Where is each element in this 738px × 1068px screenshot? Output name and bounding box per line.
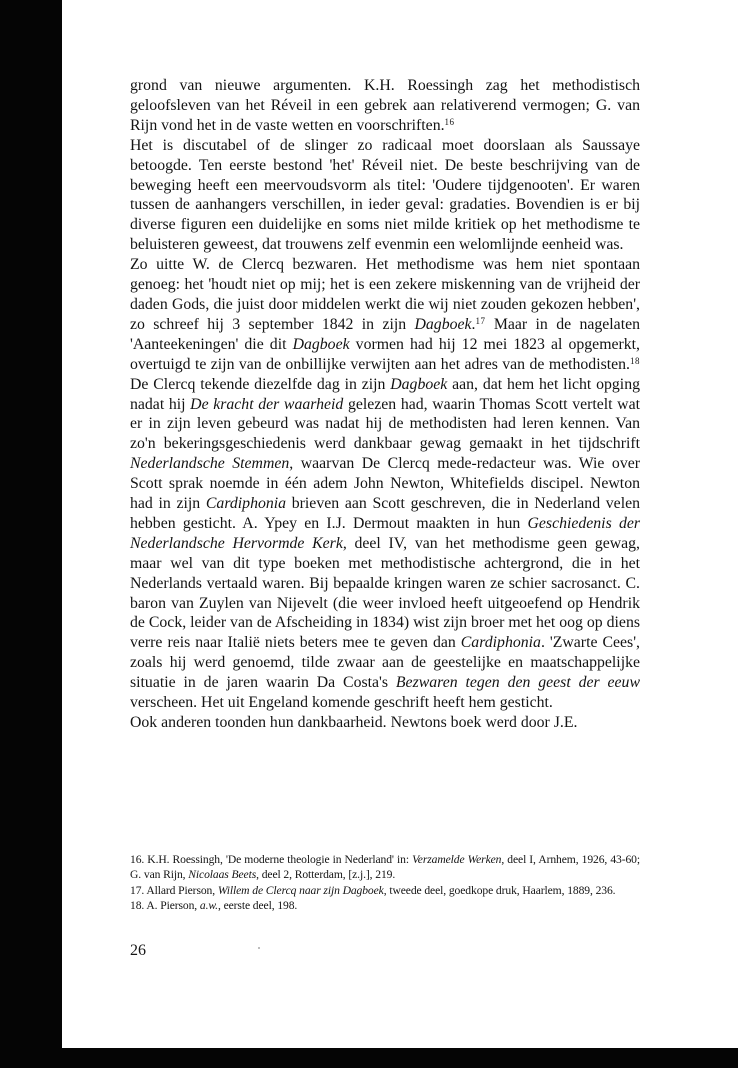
- scan-edge-bottom: [0, 1048, 738, 1068]
- paragraph: Ook anderen toonden hun dankbaarheid. Newtons boek werd door J.E.: [130, 714, 578, 731]
- footnote-18: 18. A. Pierson, a.w., eerste deel, 198.: [130, 899, 298, 913]
- italic-title: Cardiphonia: [460, 634, 541, 652]
- footnote-reference: 16: [444, 116, 455, 127]
- paragraph: grond van nieuwe argumenten. K.H. Roessingh zag het methodistisch geloofsleven van het Réveil in een gebrek aan relativerend vermogen; G. van Rijn vond het in de vaste wetten en voorschriften.$^{16}$: [130, 77, 640, 134]
- paragraph: Zo uitte W. de Clercq bezwaren. Het methodisme was hem niet spontaan genoeg: het 'houdt niet op mij; het is een zekere miskenning van de vrijheid der daden Gods, die juist door middelen werkt die wij niet zouden gekozen hebben', zo schreef hij 3 september 1842 in zijn Dagboek.$^{17}$ Maar in de nagelaten 'Aanteekeningen' die dit Dagboek vormen had hij 12 mei 1823 al opgemerkt, overtuigd te zijn van de onbillijke verwijten aan het adres van de methodisten.$^{18}$ De Clercq tekende diezelfde dag in zijn Dagboek aan, dat hem het licht opging nadat hij De kracht der waarheid gelezen had, waarin Thomas Scott vertelt wat er in zijn leven gebeurd was nadat hij de methodisten had leren kennen. Van zo'n bekeringsgeschiedenis werd dankbaar gewag gemaakt in het tijdschrift Nederlandsche Stemmen, waarvan De Clercq mede-redacteur was. Wie over Scott sprak noemde in één adem John Newton, Whitefields discipel. Newton had in zijn Cardiphonia brieven aan Scott geschreven, die in Nederland velen hebben gesticht. A. Ypey en I.J. Dermout maakten in hun Geschiedenis der Nederlandsche Hervormde Kerk, deel IV, van het methodisme geen gewag, maar wel van dit type boeken met methodistische achtergrond, die in het Nederlands vertaald waren. Bij bepaalde kringen waren ze schier sacrosanct. C. baron van Zuylen van Nijevelt (die weer invloed heeft uitgeoefend op Hendrik de Cock, leider van de Afscheiding in 1834) wist zijn broer met het oog op diens verre reis naar Italië niets beters mee te geven dan Cardiphonia. 'Zwarte Cees', zoals hij werd genoemd, tilde zwaar aan de geestelijke en maatschappelijke situatie in de jaren waarin Da Costa's Bezwaren tegen den geest der eeuw verscheen. Het uit Engeland komende geschrift heeft hem gesticht.: [130, 256, 641, 712]
- scan-speck: [258, 947, 260, 949]
- italic-title: Dagboek: [292, 335, 350, 353]
- footnote-16: 16. K.H. Roessingh, 'De moderne theologie in Nederland' in: Verzamelde Werken, deel I, Arnhem, 1926, 43-60; G. van Rijn, Nicolaas Beets, deel 2, Rotterdam, [z.j.], 219.: [130, 853, 640, 882]
- italic-title: a.w.: [199, 899, 218, 913]
- italic-title: Geschiedenis der Nederlandsche Hervormde Kerk: [130, 514, 641, 552]
- italic-title: Willem de Clercq naar zijn Dagboek: [217, 883, 384, 897]
- italic-title: Bezwaren tegen den geest der eeuw: [395, 674, 640, 692]
- body-text: [130, 76, 640, 733]
- page-number: 26: [130, 942, 146, 959]
- footnote-reference: 17: [475, 315, 486, 326]
- footnote-17: 17. Allard Pierson, Willem de Clercq naar zijn Dagboek, tweede deel, goedkope druk, Haarlem, 1889, 236.: [130, 883, 616, 897]
- footnote-reference: 18: [630, 355, 640, 366]
- scan-edge-left: [0, 0, 62, 1068]
- italic-title: Dagboek: [390, 375, 448, 393]
- paragraph: Het is discutabel of de slinger zo radicaal moet doorslaan als Saussaye betoogde. Ten eerste bestond 'het' Réveil niet. De beste beschrijving van de beweging heeft een meervoudsvorm als titel: 'Oudere tijdgenooten'. Er waren tussen de aanhangers verschillen, in ieder geval: gradaties. Bovendien is er bij diverse figuren een duidelijke en soms niet milde kritiek op het methodisme te beluisteren geweest, dat trouwens zelf evenmin een welomlijnde eenheid was.: [130, 136, 640, 254]
- italic-title: Nicolaas Beets: [188, 868, 257, 882]
- italic-title: Dagboek: [414, 315, 472, 333]
- italic-title: Cardiphonia: [205, 495, 287, 513]
- footnotes: [130, 852, 640, 914]
- italic-title: De kracht der waarheid: [190, 395, 344, 413]
- italic-title: Verzamelde Werken: [412, 853, 502, 866]
- italic-title: Nederlandsche Stemmen: [130, 455, 290, 473]
